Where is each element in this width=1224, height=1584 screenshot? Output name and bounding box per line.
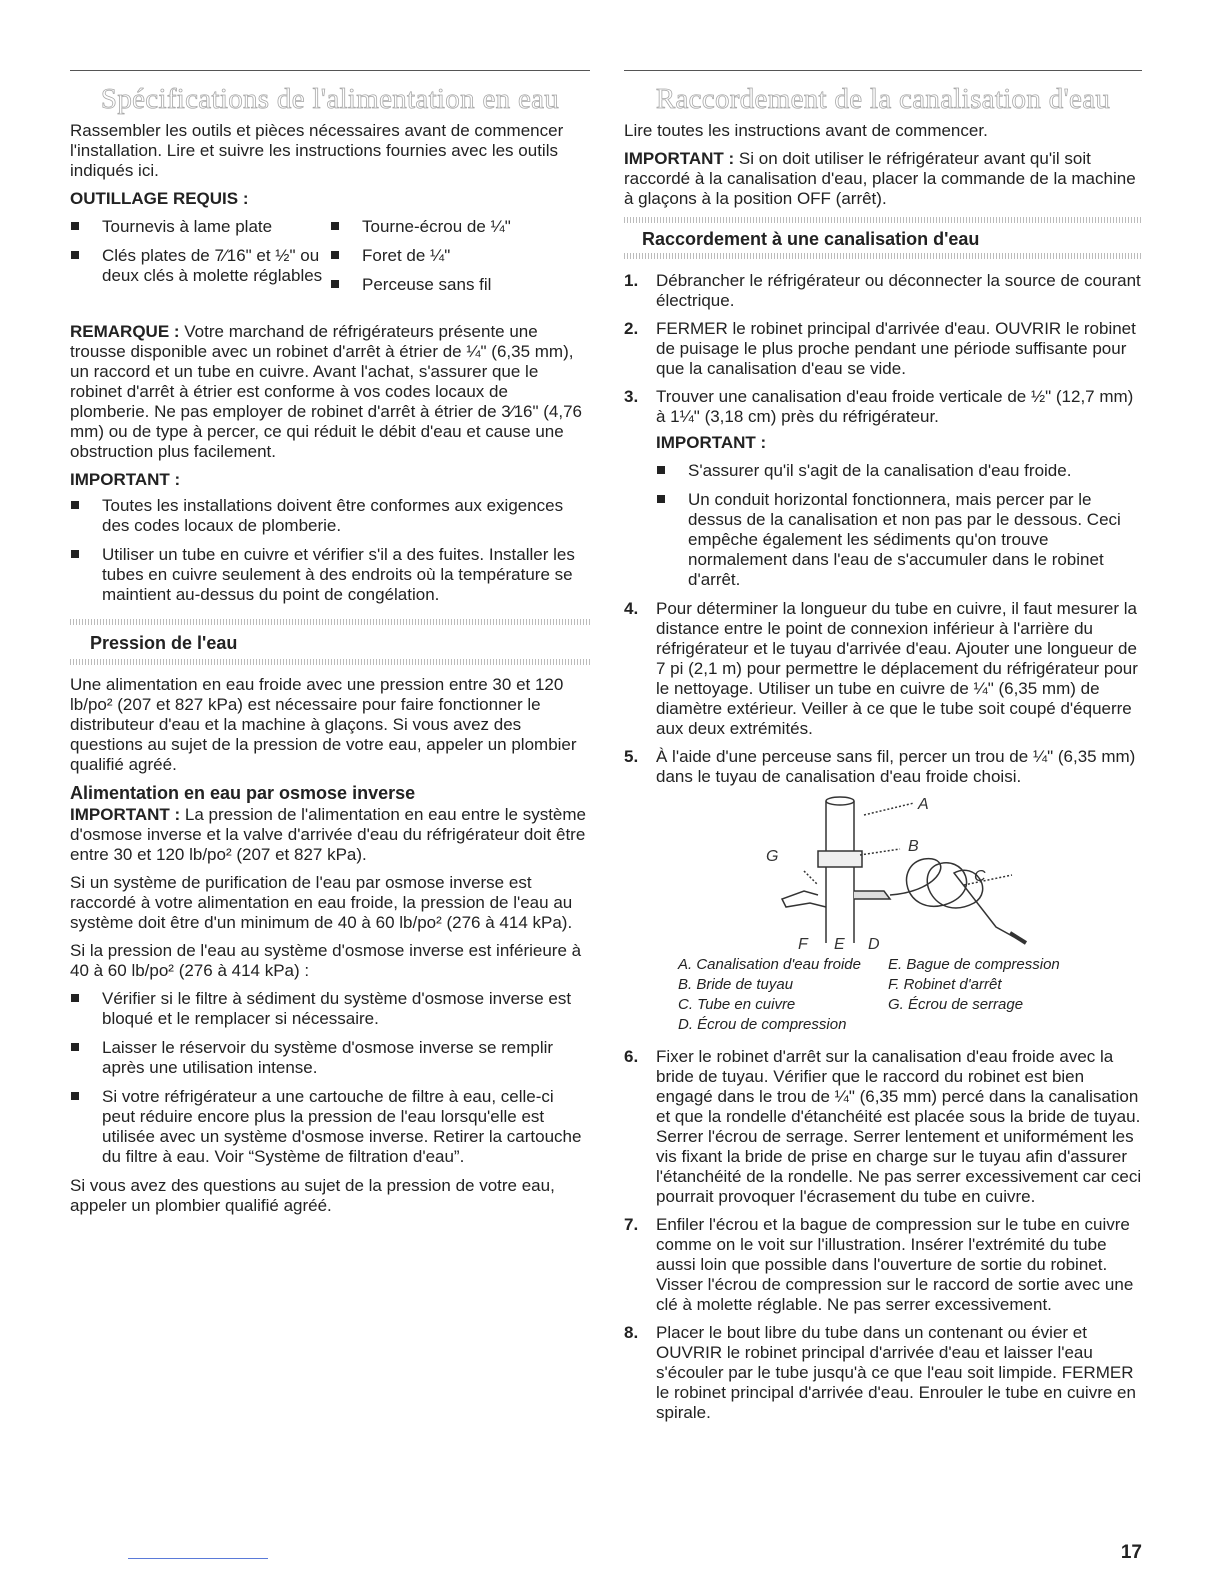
step-item — [624, 747, 1142, 787]
tools-column-2 — [330, 217, 590, 304]
step-item — [624, 1323, 1142, 1423]
valve-illustration — [714, 795, 1134, 955]
intro-paragraph: Rassembler les outils et pièces nécessaires avant de commencer l'installation. Lire et suivre les instructions fournies avec les outils indiqués ici. — [70, 121, 564, 180]
tools-heading: OUTILLAGE REQUIS : — [70, 189, 249, 208]
steps-list — [624, 271, 1142, 787]
tools-column-1 — [70, 217, 330, 304]
ro-paragraph: Si un système de purification de l'eau par osmose inverse est raccordé à votre alimentation en eau froide, la pression de l'eau au système doit être d'un minimum de 40 à 60 lb/po² (276 à 414 kPa). — [70, 873, 573, 932]
hatch-rule — [624, 253, 1142, 259]
legend-item: B. Bride de tuyau — [678, 976, 794, 993]
steps-list-continued — [624, 1047, 1142, 1423]
step-text: Fixer le robinet d'arrêt sur la canalisation d'eau froide avec la bride de tuyau. Vérifier que le raccord du robinet est bien engagé dans le trou de ¼" (6,35 mm) percé dans la canalisation et que la rondelle d'étanchéité est placée sous la bride de tuyau. Serrer l'écrou de serrage. Serrer lentement et uniformément les vis fixant la bride de prise en charge sur le tuyau afin d'assurer l'étanchéité de la rondelle. Ne pas serrer excessivement car ceci pourrait provoquer l'écrasement du tube en cuivre. — [656, 1047, 1142, 1206]
hatch-rule — [70, 659, 590, 665]
label-f: F — [798, 936, 808, 953]
step-text: FERMER le robinet principal d'arrivée d'eau. OUVRIR le robinet de puisage le plus proche pendant une période suffisante pour que la canalisation d'eau se vide. — [656, 319, 1136, 378]
legend-column-1 — [678, 955, 888, 1035]
step-text: À l'aide d'une perceuse sans fil, percer un trou de ¼" (6,35 mm) dans le tuyau de canalisation d'eau froide choisi. — [656, 747, 1136, 786]
step-number: 1. — [624, 271, 639, 290]
list-item: Foret de ¼" — [330, 246, 590, 266]
step-item — [624, 271, 1142, 311]
important-label: IMPORTANT : — [624, 149, 735, 168]
ro-heading: Alimentation en eau par osmose inverse — [70, 783, 416, 803]
step-number: 6. — [624, 1047, 639, 1066]
remark-text: Votre marchand de réfrigérateurs présente une trousse disponible avec un robinet d'arrêt à étrier de ¼" (6,35 mm), un raccord et un tube en cuivre. Avant l'achat, s'assurer que le robinet d'arrêt à étrier est conforme à vos codes locaux de plomberie. Ne pas employer de robinet d'arrêt à étrier de 3⁄16" (4,76 mm) ou de type à percer, ce qui réduit le débit d'eau et cause une obstruction plus facilement. — [70, 322, 583, 461]
step-item — [624, 1215, 1142, 1315]
step-number: 7. — [624, 1215, 639, 1234]
legend-item: D. Écrou de compression — [678, 1016, 847, 1033]
step-item — [624, 387, 1142, 590]
important-heading: IMPORTANT : — [70, 470, 181, 489]
step-text: Débrancher le réfrigérateur ou déconnecter la source de courant électrique. — [656, 271, 1141, 310]
label-d: D — [868, 936, 880, 953]
label-e: E — [834, 936, 845, 953]
step-number: 3. — [624, 387, 639, 406]
important-list — [70, 496, 590, 605]
step-text: Placer le bout libre du tube dans un contenant ou évier et OUVRIR le robinet principal d'arrivée d'eau et laisser l'eau s'écouler par le tube jusqu'à ce que l'eau soit limpide. FERMER le robinet principal d'arrivée d'eau. Enrouler le tube en cuivre en spirale. — [656, 1323, 1136, 1422]
section-title: Raccordement de la canalisation d'eau — [655, 83, 1111, 115]
right-column — [624, 70, 1142, 1431]
list-item: Laisser le réservoir du système d'osmose inverse se remplir après une utilisation intense. — [70, 1038, 590, 1078]
list-item: Perceuse sans fil — [330, 275, 590, 295]
ro-important-paragraph — [70, 805, 590, 865]
legend-item: G. Écrou de serrage — [888, 996, 1024, 1013]
legend-item: E. Bague de compression — [888, 956, 1060, 973]
list-item: S'assurer qu'il s'agit de la canalisation d'eau froide. — [656, 461, 1142, 481]
list-item: Un conduit horizontal fonctionnera, mais percer par le dessus de la canalisation et non pas par le dessous. Ceci empêche également les sédiments qu'on trouve normalement dans l'eau de s'accumuler dans le robinet d'arrêt. — [656, 490, 1142, 590]
step-text: Pour déterminer la longueur du tube en cuivre, il faut mesurer la distance entre le point de connexion inférieur à l'arrière du réfrigérateur et le tuyau d'arrivée d'eau. Ajouter une longueur de 7 pi (2,1 m) pour permettre le déplacement du réfrigérateur pour le nettoyage. Utiliser un tube en cuivre de ¼" (6,35 mm) de diamètre extérieur. Veiller à ce que le tube soit coupé d'équerre aux deux extrémités. — [656, 599, 1138, 738]
important-heading: IMPORTANT : — [656, 433, 767, 452]
label-b: B — [908, 838, 919, 855]
page-number: 17 — [1120, 1542, 1142, 1563]
legend-column-2 — [888, 955, 1098, 1035]
list-item: Si votre réfrigérateur a une cartouche de filtre à eau, celle-ci peut réduire encore plus la pression de l'eau lorsqu'elle est utilisée avec un système d'osmose inverse. Retirer la cartouche du filtre à eau. Voir “Système de filtration d'eau”. — [70, 1087, 590, 1167]
label-g: G — [766, 848, 779, 865]
figure-legend — [678, 955, 1142, 1035]
ro-list — [70, 989, 590, 1167]
top-rule — [624, 70, 1142, 71]
step-text: Enfiler l'écrou et la bague de compression sur le tube en cuivre comme on le voit sur l'illustration. Insérer l'extrémité du tube aussi loin que possible dans l'ouverture de sortie du robinet. Visser l'écrou de compression sur le raccord de sortie avec une clé à molette réglable. Ne pas serrer excessivement. — [656, 1215, 1134, 1314]
legend-item: A. Canalisation d'eau froide — [678, 956, 861, 973]
subsection-heading: Raccordement à une canalisation d'eau — [642, 229, 980, 249]
ro-important-text: La pression de l'alimentation en eau entre le système d'osmose inverse et la valve d'arrivée d'eau du réfrigérateur doit être entre 30 et 120 lb/po² (207 et 827 kPa). — [70, 805, 586, 864]
ro-paragraph: Si la pression de l'eau au système d'osmose inverse est inférieure à 40 à 60 lb/po² (276 à 414 kPa) : — [70, 941, 582, 980]
step-item — [624, 319, 1142, 379]
section-title: Spécifications de l'alimentation en eau — [100, 83, 560, 115]
legend-item: F. Robinet d'arrêt — [888, 976, 1002, 993]
important-paragraph — [624, 149, 1142, 209]
label-a: A — [918, 796, 929, 813]
step-number: 2. — [624, 319, 639, 338]
step-text: Trouver une canalisation d'eau froide verticale de ½" (12,7 mm) à 1¼" (3,18 cm) près du réfrigérateur. — [656, 387, 1134, 426]
list-item: Clés plates de 7⁄16" et ½" ou deux clés à molette réglables — [70, 246, 330, 286]
step-number: 4. — [624, 599, 639, 618]
step-number: 8. — [624, 1323, 639, 1342]
intro-paragraph: Lire toutes les instructions avant de commencer. — [624, 121, 988, 140]
important-text: Si on doit utiliser le réfrigérateur avant qu'il soit raccordé à la canalisation d'eau, placer la commande de la machine à glaçons à la position OFF (arrêt). — [624, 149, 1136, 208]
list-item: Vérifier si le filtre à sédiment du système d'osmose inverse est bloqué et le remplacer si nécessaire. — [70, 989, 590, 1029]
top-rule — [70, 70, 590, 71]
ro-important-label: IMPORTANT : — [70, 805, 181, 824]
step-item — [624, 599, 1142, 739]
step-item — [624, 1047, 1142, 1207]
list-item: Tourne-écrou de ¼" — [330, 217, 590, 237]
ro-final-paragraph: Si vous avez des questions au sujet de la pression de votre eau, appeler un plombier qualifié agréé. — [70, 1176, 555, 1215]
remark-paragraph — [70, 322, 590, 462]
left-column — [70, 70, 590, 1224]
list-item: Utiliser un tube en cuivre et vérifier s'il a des fuites. Installer les tubes en cuivre seulement à des endroits où la température se maintient au-dessus du point de congélation. — [70, 545, 590, 605]
step-number: 5. — [624, 747, 639, 766]
important-list — [656, 461, 1142, 590]
remark-label: REMARQUE : — [70, 322, 180, 341]
footer-link-line — [128, 1558, 268, 1559]
pressure-paragraph: Une alimentation en eau froide avec une pression entre 30 et 120 lb/po² (207 et 827 kPa) est nécessaire pour faire fonctionner le distributeur d'eau et la machine à glaçons. Si vous avez des questions au sujet de la pression de votre eau, appeler un plombier qualifié agréé. — [70, 675, 577, 774]
list-item: Toutes les installations doivent être conformes aux exigences des codes locaux de plomberie. — [70, 496, 590, 536]
tools-list — [70, 217, 590, 312]
legend-item: C. Tube en cuivre — [678, 996, 796, 1013]
label-c: C — [974, 868, 986, 885]
subsection-heading: Pression de l'eau — [90, 633, 238, 653]
list-item: Tournevis à lame plate — [70, 217, 330, 237]
